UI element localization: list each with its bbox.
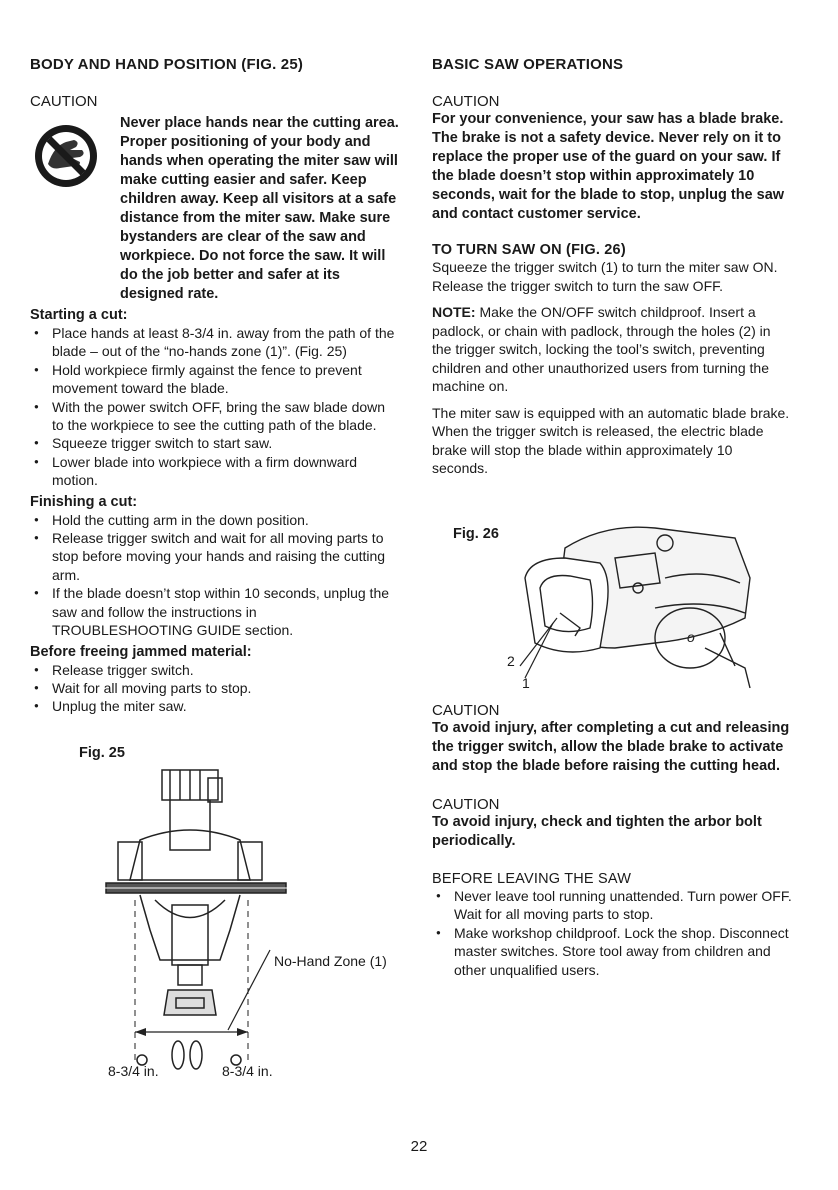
caution3-text: To avoid injury, check and tighten the arbor bolt periodically. [432,814,762,849]
right-column [432,56,792,478]
callout-1: 1 [522,675,530,691]
list-item: ● Release trigger switch and wait for all moving parts to stop before moving your hands and raising the cutting arm. [30,529,400,584]
finishing-list [30,511,400,640]
caution2-text: To avoid injury, after completing a cut and releasing the trigger switch, allow the blade brake to activate and stop the blade before raising the cutting head. [432,720,790,774]
list-item: ● Hold the cutting arm in the down position. [30,511,400,529]
caution3-label: CAUTION [432,796,500,813]
jammed-list [30,661,400,716]
caution-label: CAUTION [30,93,98,110]
list-item: ● With the power switch OFF, bring the saw blade down to the workpiece to see the cutting path of the blade. [30,398,400,435]
distance-left-label: 8-3/4 in. [108,1063,159,1079]
list-item: ● Place hands at least 8-3/4 in. away from the path of the blade – out of the “no-hands zone (1)”. (Fig. 25) [30,324,400,361]
list-item: ● Lower blade into workpiece with a firm downward motion. [30,453,400,490]
finishing-title: Finishing a cut: [30,493,138,510]
body-hand-heading: BODY AND HAND POSITION (FIG. 25) [30,56,304,73]
page-number: 22 [410,1138,428,1155]
list-item: ● Wait for all moving parts to stop. [30,679,400,697]
basic-ops-heading: BASIC SAW OPERATIONS [432,56,624,73]
brake-text: The miter saw is equipped with an automatic blade brake. When the trigger switch is released, the electric blade brake will stop the blade within approximately 10 seconds. [432,404,790,476]
caution1-text: For your convenience, your saw has a blade brake. The brake is not a safety device. Never rely on it to replace the proper use of the guard on your saw. If the blade doesn’t stop within approximately 10 seconds, wait for the blade to stop, unplug the saw and contact customer service. [432,111,785,222]
list-item: ● Unplug the miter saw. [30,697,400,715]
list-item: ● Hold workpiece firmly against the fence to prevent movement toward the blade. [30,361,400,398]
leaving-title: BEFORE LEAVING THE SAW [432,871,632,887]
turn-on-text: Squeeze the trigger switch (1) to turn the miter saw ON. Release the trigger switch to turn the saw OFF. [432,259,778,294]
note-paragraph [432,303,792,396]
list-item: ● Squeeze trigger switch to start saw. [30,434,400,452]
list-item: ● Never leave tool running unattended. Turn power OFF. Wait for all moving parts to stop. [432,887,792,924]
fig25-label: Fig. 25 [79,745,125,761]
list-item: ● Release trigger switch. [30,661,400,679]
svg-text:o: o [687,629,695,645]
jammed-title: Before freeing jammed material: [30,643,252,660]
fig26-label: Fig. 26 [453,526,499,542]
fig25-drawing [100,760,400,1070]
fig26-drawing [505,518,755,698]
turn-on-title: TO TURN SAW ON (FIG. 26) [432,242,626,258]
caution2-block [432,702,792,979]
starting-list [30,324,400,490]
callout-2: 2 [507,653,515,669]
no-hand-zone-label: No-Hand Zone (1) [274,953,387,969]
left-column [30,56,400,716]
leaving-list [432,887,792,979]
starting-title: Starting a cut: [30,307,128,323]
caution1-label: CAUTION [432,93,500,110]
distance-right-label: 8-3/4 in. [222,1063,273,1079]
warning-text: Never place hands near the cutting area. Proper positioning of your body and hands when operating the miter saw will make cutting easier and safer. Keep children away. Keep all visitors at a safe distance from the miter saw. Make sure bystanders are clear of the saw and workpiece. Do not force the saw. It will do the job better and safer at its designed rate. [120,115,399,302]
caution2-label: CAUTION [432,702,500,719]
note-label: NOTE: [432,304,476,320]
note-text: Make the ON/OFF switch childproof. Insert a padlock, or chain with padlock, through the holes (2) in the trigger switch, locking the tool’s switch, preventing children and other unauthorized users from turning the machine on. [432,304,771,394]
list-item: ● If the blade doesn’t stop within 10 seconds, unplug the saw and follow the instructions in TROUBLESHOOTING GUIDE section. [30,584,400,639]
no-hands-icon [30,120,102,192]
list-item: ● Make workshop childproof. Lock the shop. Disconnect master switches. Store tool away from children and other unqualified users. [432,924,792,979]
hand-warning [30,114,400,304]
